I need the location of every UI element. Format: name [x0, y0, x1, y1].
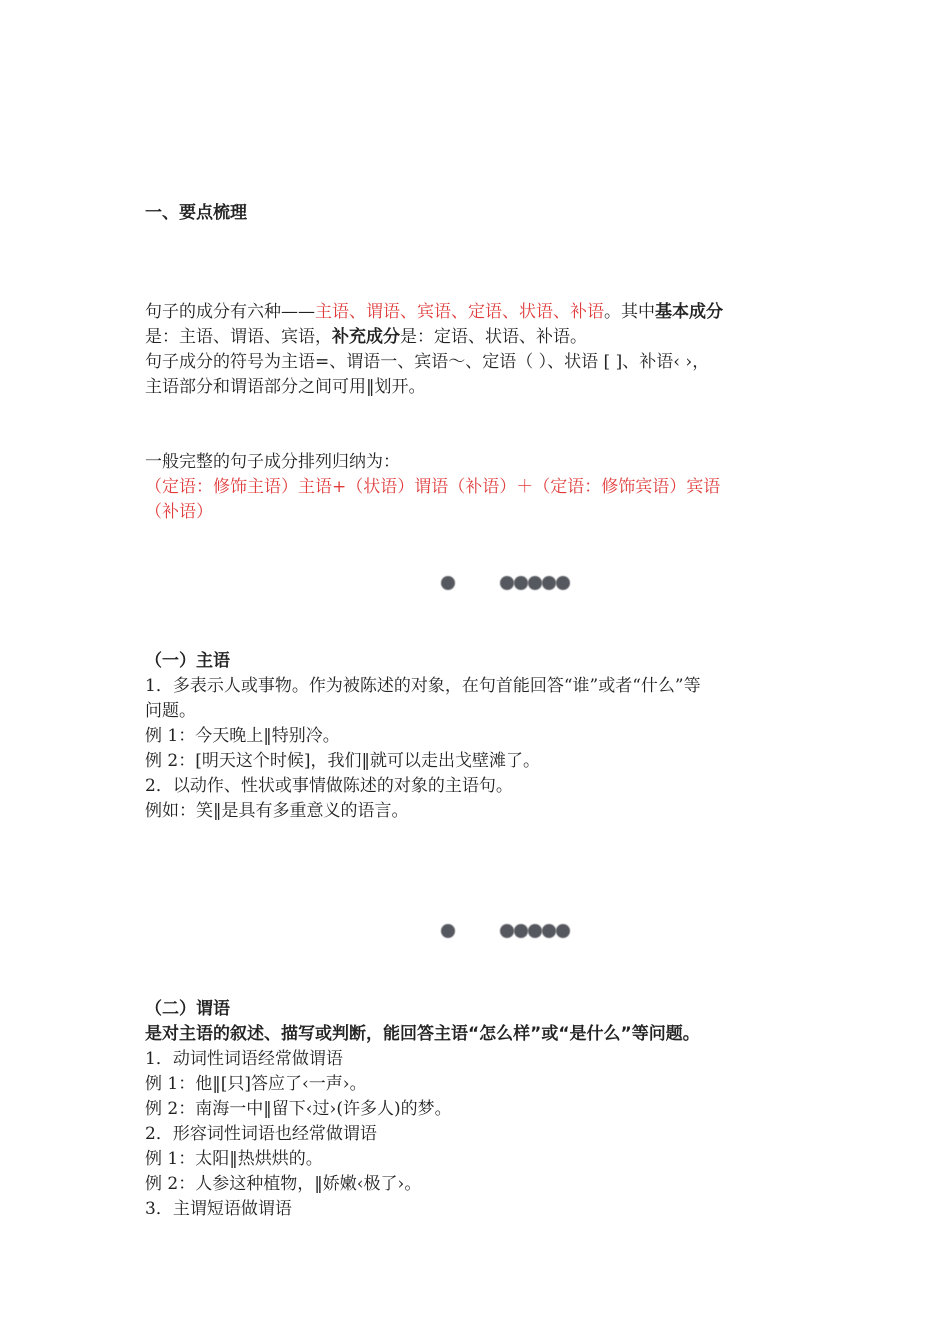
predicate-example: 例 2：人参这种植物，‖娇嫩‹极了›。: [145, 1174, 422, 1194]
dot-icon: [556, 576, 570, 590]
dot-icon: [528, 576, 542, 590]
text-segment: 是：主语、谓语、宾语，: [145, 327, 332, 347]
predicate-line: 1．动词性词语经常做谓语: [145, 1049, 343, 1069]
text-segment: 是：定语、状语、补语。: [400, 327, 587, 347]
section-heading-predicate: （二）谓语: [145, 999, 230, 1019]
paragraph-sentence-components-line1: [145, 300, 825, 325]
dot-icon: [542, 576, 556, 590]
order-formula-line2: （补语）: [145, 502, 213, 522]
predicate-line: 2．形容词性词语也经常做谓语: [145, 1124, 377, 1144]
order-formula-line1: （定语：修饰主语）主语+（状语）谓语（补语）＋（定语：修饰宾语）宾语: [145, 477, 721, 497]
predicate-example: 例 1：太阳‖热烘烘的。: [145, 1149, 323, 1169]
dot-icon: [542, 924, 556, 938]
subject-example: 例 2：[明天这个时候]，我们‖就可以走出戈壁滩了。: [145, 751, 540, 771]
bold-term-basic-components: 基本成分: [655, 302, 723, 322]
predicate-example: 例 1：他‖[只]答应了‹一声›。: [145, 1074, 367, 1094]
predicate-summary: 是对主语的叙述、描写或判断，能回答主语“怎么样”或“是什么”等问题。: [145, 1024, 700, 1044]
paragraph-symbols-line1: 句子成分的符号为主语=、谓语一、宾语～、定语（ ）、状语 [ ]、补语‹ ›，: [145, 352, 710, 372]
paragraph-sentence-components-line2: [145, 325, 825, 350]
dot-icon: [500, 576, 514, 590]
dot-icon: [514, 576, 528, 590]
dot-icon: [528, 924, 542, 938]
highlighted-components: 主语、谓语、宾语、定语、状语、补语: [315, 302, 604, 322]
paragraph-order-intro: 一般完整的句子成分排列归纳为：: [145, 452, 400, 472]
predicate-line: 3．主谓短语做谓语: [145, 1199, 292, 1219]
dot-icon: [500, 924, 514, 938]
decorative-dot-separator: [0, 924, 950, 944]
dot-icon: [514, 924, 528, 938]
subject-example: 例 1：今天晚上‖特别冷。: [145, 726, 340, 746]
section-heading-subject: （一）主语: [145, 651, 230, 671]
bold-term-supplementary-components: 补充成分: [332, 327, 400, 347]
dot-icon: [441, 576, 455, 590]
paragraph-symbols-line2: 主语部分和谓语部分之间可用‖划开。: [145, 377, 426, 397]
subject-line: 1．多表示人或事物。作为被陈述的对象，在句首能回答“谁”或者“什么”等: [145, 676, 701, 696]
section-heading-key-points: 一、要点梳理: [145, 203, 247, 223]
subject-line: 2．以动作、性状或事情做陈述的对象的主语句。: [145, 776, 513, 796]
subject-example: 例如：笑‖是具有多重意义的语言。: [145, 801, 409, 821]
dot-icon: [556, 924, 570, 938]
subject-line: 问题。: [145, 701, 196, 721]
text-segment: 句子的成分有六种——: [145, 302, 315, 322]
decorative-dot-separator: [0, 576, 950, 596]
text-segment: 。其中: [604, 302, 655, 322]
predicate-example: 例 2：南海一中‖留下‹过›(许多人)的梦。: [145, 1099, 452, 1119]
dot-icon: [441, 924, 455, 938]
